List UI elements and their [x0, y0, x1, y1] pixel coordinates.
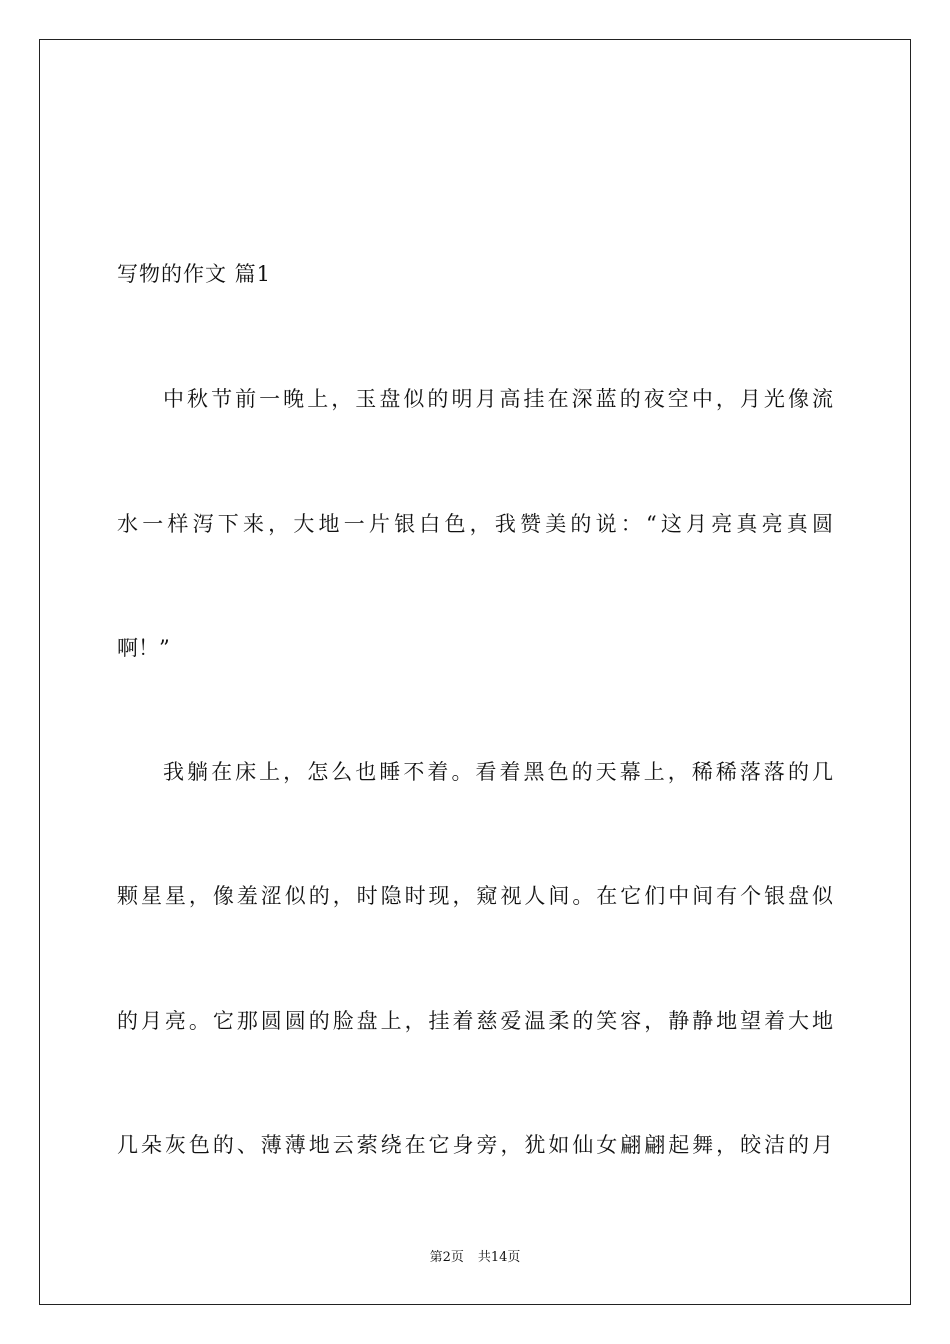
- paragraph-line-2: 水一样泻下来，大地一片银白色，我赞美的说：“这月亮真亮真圆: [117, 512, 833, 536]
- paragraph-line-4: 我躺在床上，怎么也睡不着。看着黑色的天幕上，稀稀落落的几: [163, 760, 833, 784]
- paragraph-line-5: 颗星星，像羞涩似的，时隐时现，窥视人间。在它们中间有个银盘似: [117, 884, 833, 908]
- paragraph-line-1: 中秋节前一晚上，玉盘似的明月高挂在深蓝的夜空中，月光像流: [163, 387, 833, 411]
- paragraph-line-6: 的月亮。它那圆圆的脸盘上，挂着慈爱温柔的笑容，静静地望着大地: [117, 1009, 833, 1033]
- page-total: 共14页: [477, 1250, 521, 1265]
- page-footer: [0, 1246, 950, 1265]
- paragraph-line-3: 啊！”: [117, 636, 170, 660]
- page-border: [39, 39, 911, 1305]
- essay-heading: 写物的作文 篇1: [117, 262, 272, 286]
- paragraph-line-7: 几朵灰色的、薄薄地云萦绕在它身旁，犹如仙女翩翩起舞，皎洁的月: [117, 1133, 833, 1157]
- page-number: 第2页: [429, 1250, 464, 1265]
